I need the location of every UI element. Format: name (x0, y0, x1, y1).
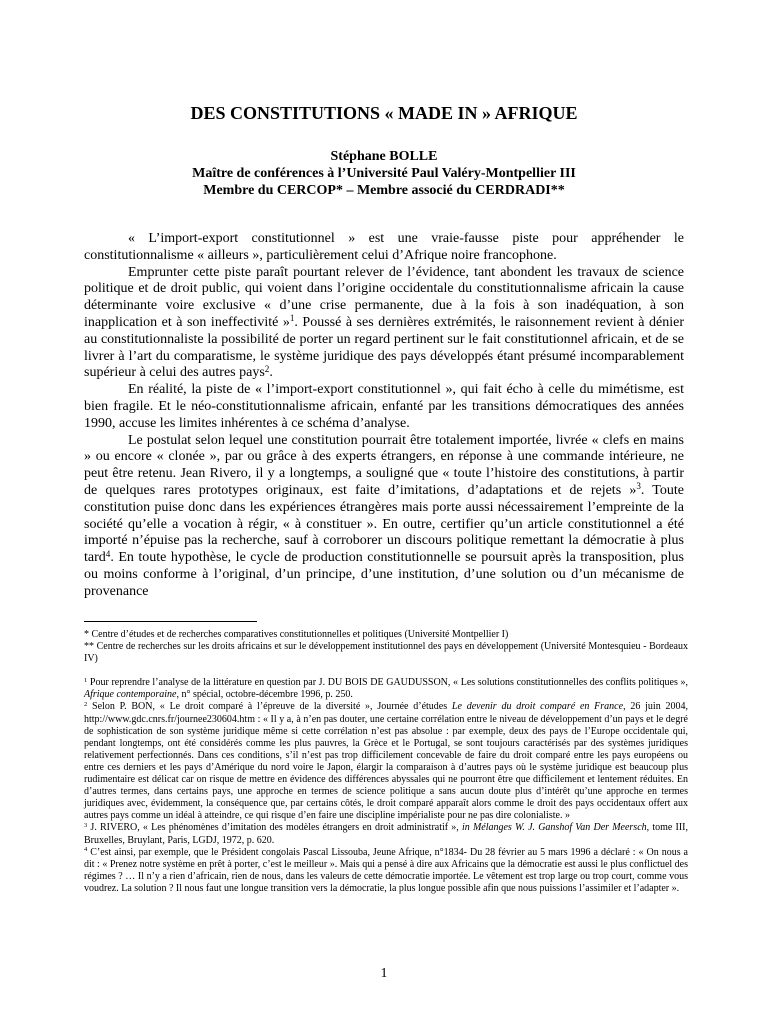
document-title: DES CONSTITUTIONS « MADE IN » AFRIQUE (190, 103, 578, 123)
paragraph-3: En réalité, la piste de « l’import-export constitutionnel », qui fait écho à celle du mimétisme, est bien fragile. Et le néo-constitutionnalisme africain, enfanté par les transitions démocratiques des années 1990, accuse les limites inhérentes à ce schéma d’analyse. (84, 382, 684, 431)
footnote-4 (84, 847, 688, 895)
footnote-3 (84, 822, 688, 846)
footnote-1-text-a: Pour reprendre l’analyse de la littérature en question par J. DU BOIS DE GAUDUSSON, « Les solutions constitutionnelles des conflits politiques », (87, 677, 688, 689)
footnote-4-number: 4 (84, 846, 88, 854)
paragraph-4 (84, 433, 684, 601)
paragraph-2-part-a: Emprunter cette piste paraît pourtant relever de l’évidence, tant abondent les travaux de science politique et de droit public, qui voient dans l’origine occidentale du constitutionnalisme africain la cause déterminante voire exclusive « d’une crise permanente, due à la fois à son inadéquation, à son inapplication et à son ineffectivité » (84, 264, 684, 330)
paragraph-2-part-b: . Poussé à ses dernières extrémités, le raisonnement revient à dénier au constitutionnaliste la possibilité de porter un regard pertinent sur le fait constitutionnel africain, et de se livrer à l’art du comparatisme, le système juridique des pays développés étant présumé incomparablement supérieur à celui des autres pays (84, 314, 685, 381)
paragraph-4-part-b: . Toute constitution puise donc dans les expériences étrangères mais porte aussi nécessairement l’empreinte de la société qu’elle a vocation à régir, « à constituer ». En outre, certifier qu’un article constitutionnel a été importé n’épuise pas la recherche, sauf à corroborer un discours politique remettant la démocratie à plus tard (84, 482, 684, 566)
author-name: Stéphane BOLLE (330, 149, 438, 164)
footnote-2 (84, 701, 688, 822)
footnotes (84, 629, 688, 895)
paragraph-1: « L’import-export constitutionnel » est une vraie-fausse piste pour appréhender le constitutionnalisme « ailleurs », particulièrement celui d’Afrique noire francophone. (84, 231, 684, 263)
author-block (0, 148, 768, 199)
footnote-separator (84, 621, 257, 622)
footnote-3-text-b: , tome III, Bruxelles, Bruylant, Paris, LGDJ, 1972, p. 620. (84, 822, 688, 846)
footnote-3-italic: in Mélanges W. J. Ganshof Van Der Meersch (461, 822, 647, 834)
paragraph-2 (84, 265, 684, 383)
footnote-1-number: 1 (84, 677, 88, 685)
footnote-2-text-b: , 26 juin 2004, http://www.gdc.cnrs.fr/journee230604.htm : « Il y a, à n’en pas douter, une certaine corrélation entre le niveau de développement d’un pays et le degré de sophistication de son système juridique même si cette corrélation n’est pas absolue : par exemple, deux des pays de l’Europe occidentale qui, pendant longtemps, ont été considérés comme les plus pauvres, la Grèce et le Portugal, se sont toujours caractérisés par des systèmes juridiques relativement perfectionnés. Dans ces conditions, s’il n’est pas trop difficilement concevable de faire du droit comparé entre les pays européens ou entre ces derniers et les pays d’Amérique du nord voire le Japon, élargir la comparaison à d’autres pays où le système juridique est beaucoup plus rudimentaire est délicat car on risque de mettre en évidence des différences abyssales qui ne pourront être que difficilement et lentement réduites. En d’autres termes, dans certains pays, une approche en termes de science politique a sans aucun doute plus d’intérêt qu’une approche en termes juridiques avec, évidemment, la conséquence que, par certains côtés, le droit comparé apparaît alors comme le droit des pays occidentaux offert aux autres pays comme un idéal à atteindre, ce qui risque d’en faire une discipline impérialiste pour ne pas dire colonialiste. » (84, 701, 689, 822)
footnote-1-text-b: , n° spécial, octobre-décembre 1996, p. 250. (176, 689, 353, 701)
footnote-3-number: 3 (84, 822, 88, 830)
footnote-ref-1[interactable]: 1 (289, 313, 295, 324)
footnote-ref-3[interactable]: 3 (636, 481, 641, 492)
footnote-1 (84, 677, 688, 701)
footnote-2-number: 2 (84, 701, 88, 709)
footnote-4-text-a: C’est ainsi, par exemple, que le Président congolais Pascal Lissouba, Jeune Afrique, n°1834- Du 28 février au 5 mars 1996 a déclaré : « On nous a dit : « Prenez notre système en prêt à porter, c’est le meilleur ». Mais qui a pensé à dire aux Africains que la démocratie est aussi le plus conflictuel des régimes ? … Il n’y a rien d’africain, rien de nous, dans les valeurs de cette démocratie importée. Le vêtement est trop large ou trop court, comme vous voudrez. La solution ? Il nous faut une longue transition vers la démocratie, la plus longue possible afin que nous puissions l’assimiler et l’adapter ». (84, 846, 688, 894)
footnote-ref-2[interactable]: 2 (264, 363, 270, 374)
page-number: 1 (380, 966, 388, 981)
footnote-ref-4[interactable]: 4 (105, 548, 111, 559)
paragraph-2-part-c: . (269, 365, 273, 381)
paragraph-4-part-c: . En toute hypothèse, le cycle de production constitutionnelle se poursuit après la transposition, plus ou moins conforme à l’original, d’un principe, d’une institution, d’une solution ou d’un mécanisme de provenance (84, 550, 684, 599)
footnote-3-text-a: J. RIVERO, « Les phénomènes d’imitation des modèles étrangers en droit administratif », (87, 822, 462, 834)
footnote-2-text-a: Selon P. BON, « Le droit comparé à l’épreuve de la diversité », Journée d’études (87, 701, 452, 713)
footnote-1-italic: Afrique contemporaine (84, 689, 177, 701)
author-affiliation: Membre du CERCOP* – Membre associé du CERDRADI** (203, 183, 565, 198)
author-position: Maître de conférences à l’Université Paul Valéry-Montpellier III (192, 166, 576, 181)
footnote-2-italic: Le devenir du droit comparé en France (451, 701, 624, 713)
footnote-star-2: ** Centre de recherches sur les droits africains et sur le développement institutionnel des pays en développement (Université Montesquieu - Bordeaux IV) (84, 641, 688, 665)
footnote-star-1: * Centre d’études et de recherches comparatives constitutionnelles et politiques (Université Montpellier I) (84, 629, 509, 640)
body-text (84, 231, 684, 601)
paragraph-4-part-a: Le postulat selon lequel une constitution pourrait être totalement importée, livrée « clefs en mains » ou encore « clonée », par ou grâce à des experts étrangers, en réponse à une commande intérieure, ne peut être retenu. Jean Rivero, il y a longtemps, a souligné que « toute l’histoire des constitutions, à partir de quelques rares prototypes originaux, est faite d’imitations, d’adaptations et de rejets » (84, 432, 684, 498)
